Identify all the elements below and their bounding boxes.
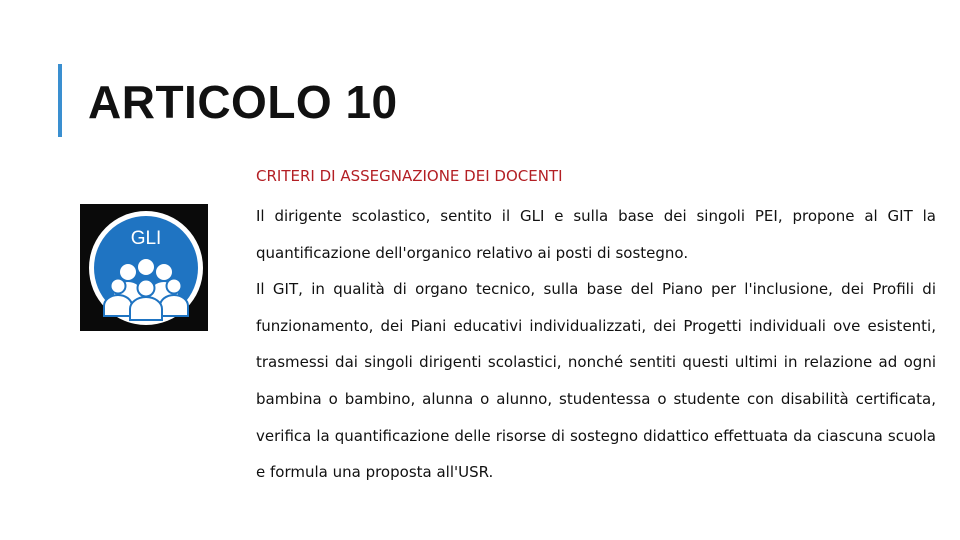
slide-title: ARTICOLO 10 <box>88 76 398 128</box>
content-block <box>256 162 936 491</box>
paragraph: Il dirigente scolastico, sentito il GLI e sulla base dei singoli PEI, propone al GIT la quantificazione dell'organico relativo ai posti di sostegno. <box>256 207 936 262</box>
title-accent-bar <box>58 64 62 137</box>
people-group-icon <box>80 204 208 331</box>
section-subtitle: CRITERI DI ASSEGNAZIONE DEI DOCENTI <box>256 167 563 185</box>
gli-logo <box>80 204 208 331</box>
paragraph: Il GIT, in qualità di organo tecnico, sulla base del Piano per l'inclusione, dei Profili di funzionamento, dei Piani educativi individualizzati, dei Progetti individuali ove esistenti, trasmessi dai singoli dirigenti scolastici, nonché sentiti questi ultimi in relazione ad ogni bambina o bambino, alunna o alunno, studentessa o studente con disabilità certificata, verifica la quantificazione delle risorse di sostegno didattico effettuata da ciascuna scuola e formula una proposta all'USR. <box>256 280 936 482</box>
logo-label: GLI <box>130 228 162 249</box>
